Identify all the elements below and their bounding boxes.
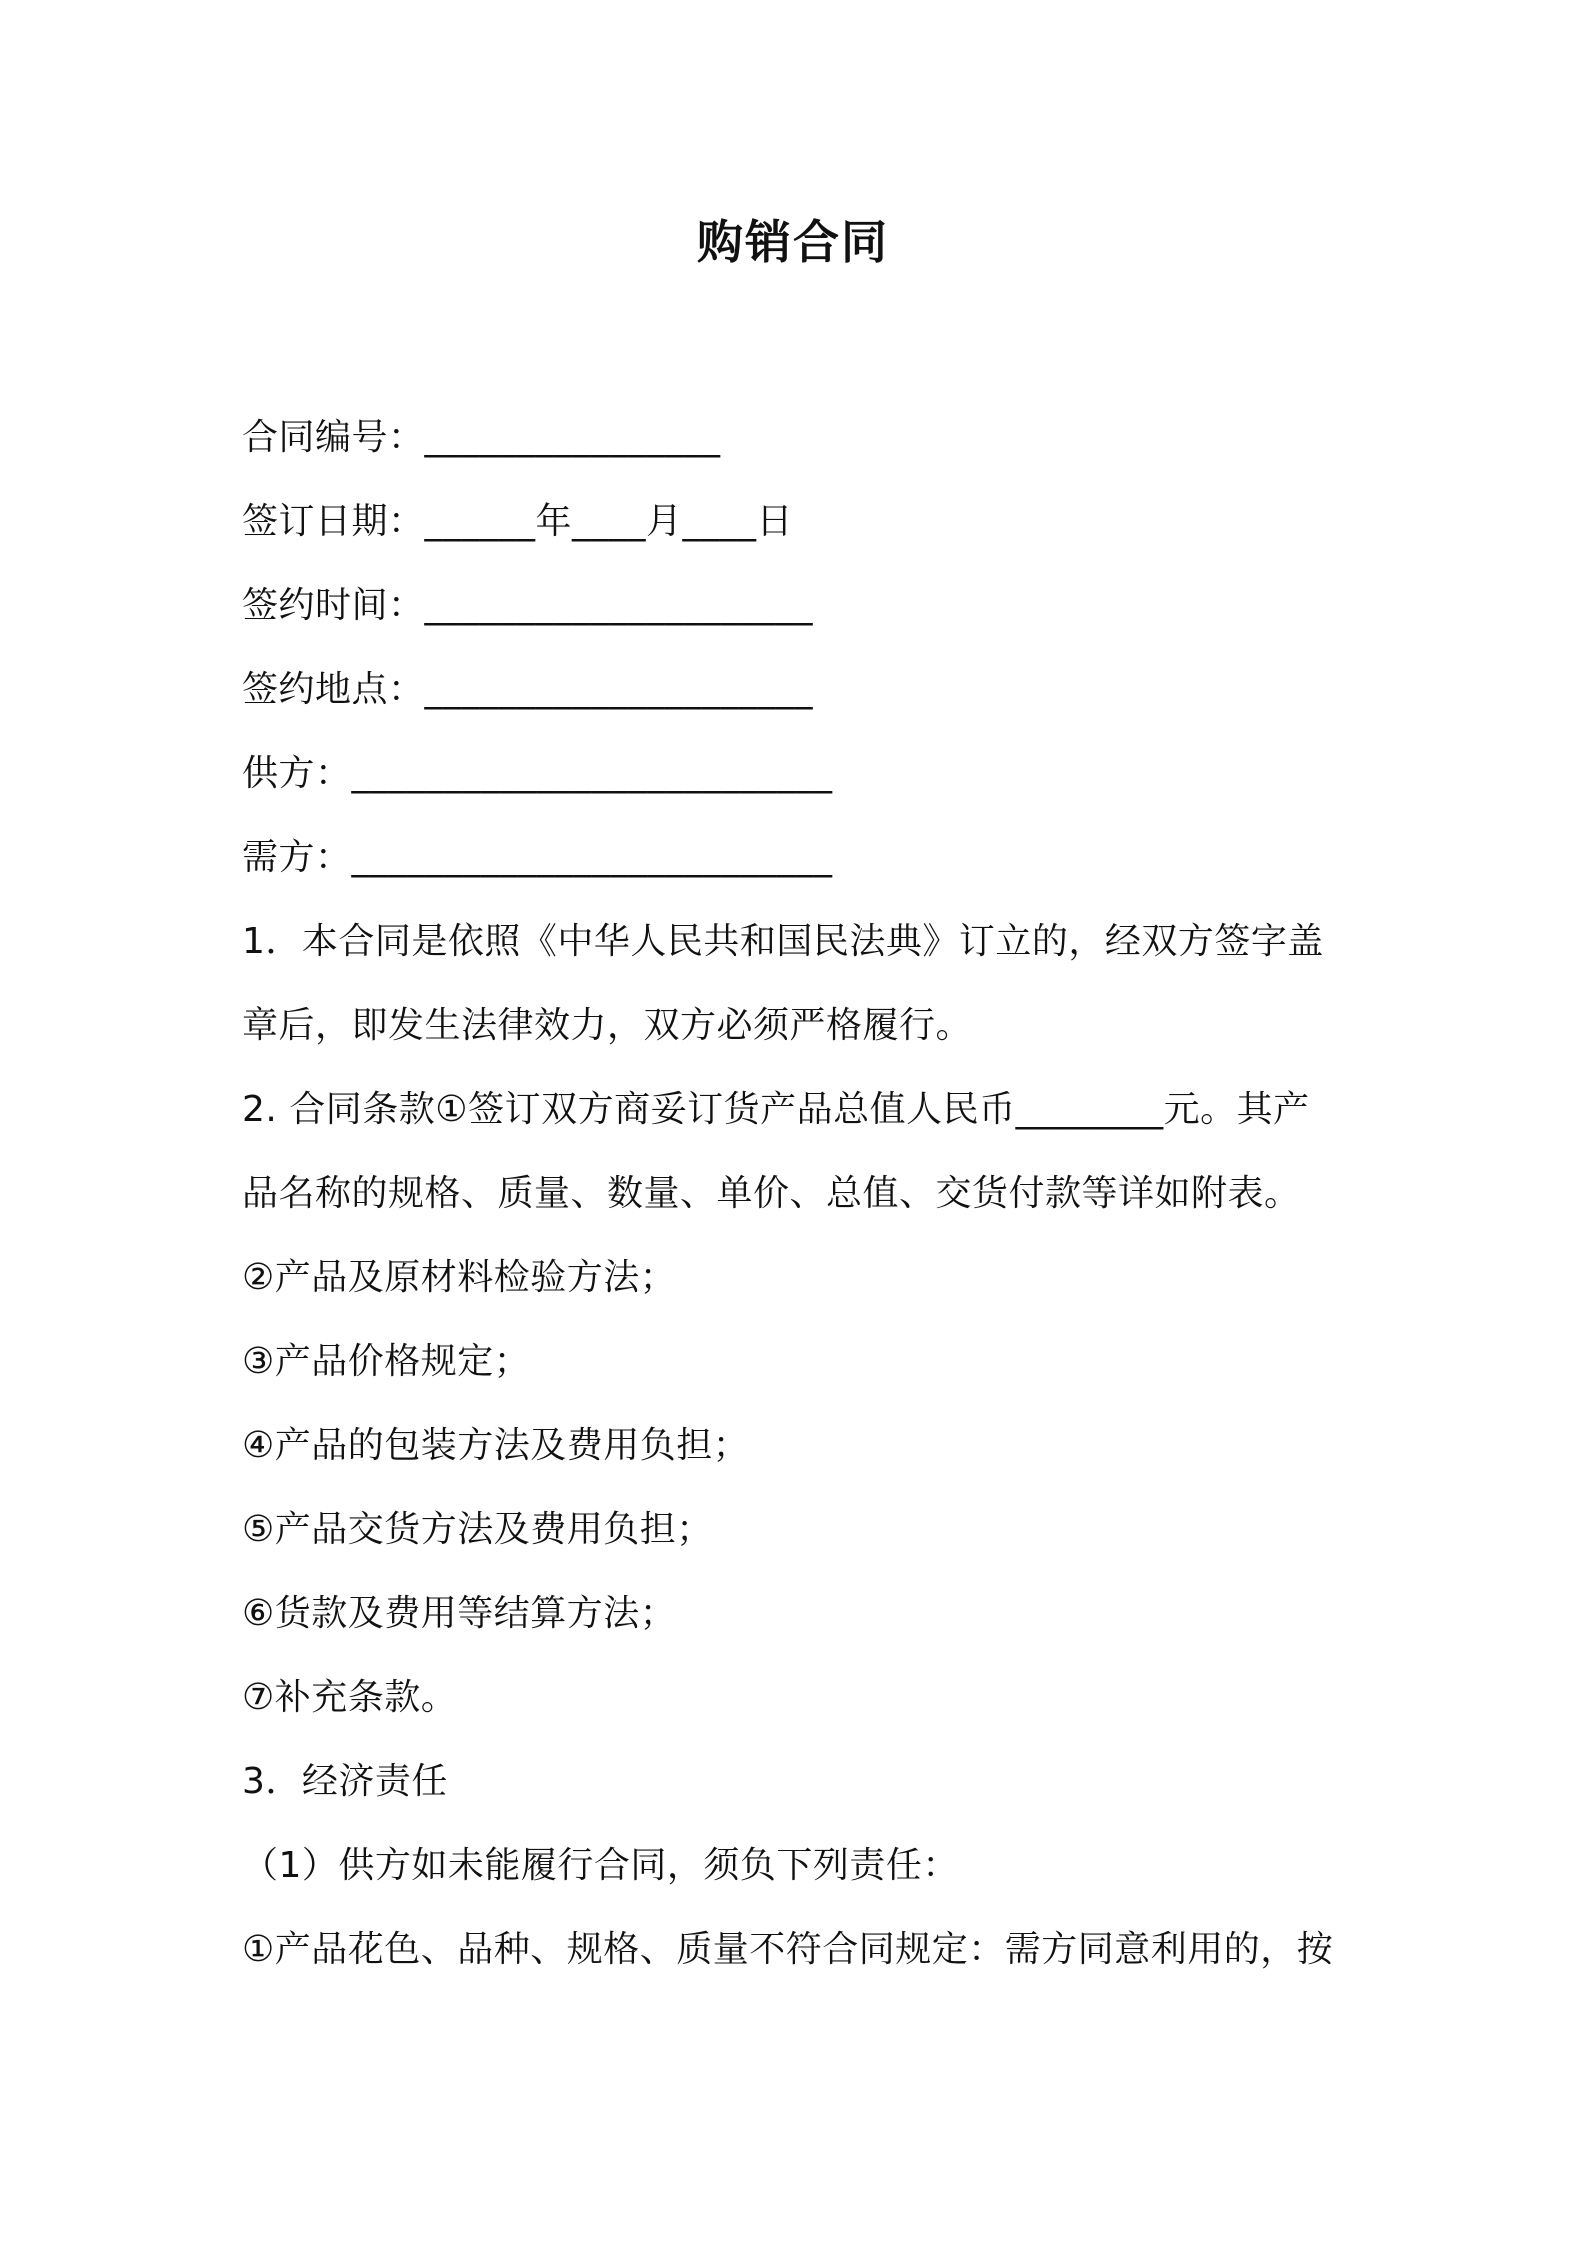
clause-2-item-2: ②产品及原材料检验方法；	[242, 1257, 677, 1298]
clause-1-line-1: 1．本合同是依照《中华人民共和国民法典》订立的，经双方签字盖	[242, 921, 1324, 962]
document-title: 购销合同	[697, 215, 889, 269]
clause-2-item-3: ③产品价格规定；	[242, 1341, 531, 1382]
clause-2-item-7: ⑦补充条款。	[242, 1677, 458, 1718]
clause-3-item-1: ①产品花色、品种、规格、质量不符合同规定：需方同意利用的，按	[242, 1929, 1334, 1970]
clause-1-line-2: 章后，即发生法律效力，双方必须严格履行。	[242, 1005, 973, 1046]
field-sign-time: 签约时间：_____________________	[242, 585, 814, 626]
field-sign-date: 签订日期：______年____月____日	[242, 501, 794, 542]
clause-3-subsection-1: （1）供方如未能履行合同，须负下列责任：	[242, 1845, 959, 1886]
field-sign-place: 签约地点：_____________________	[242, 669, 814, 710]
clause-2-item-6: ⑥货款及费用等结算方法；	[242, 1593, 677, 1634]
clause-2-item-4: ④产品的包装方法及费用负担；	[242, 1425, 750, 1466]
clause-2-line-2: 品名称的规格、质量、数量、单价、总值、交货付款等详如附表。	[242, 1173, 1301, 1214]
field-buyer: 需方：__________________________	[242, 837, 833, 878]
clause-3-heading: 3．经济责任	[242, 1761, 448, 1802]
clause-2-item-5: ⑤产品交货方法及费用负担；	[242, 1509, 713, 1550]
clause-2-line-1: 2. 合同条款①签订双方商妥订货产品总值人民币________元。其产	[242, 1089, 1310, 1130]
field-supplier: 供方：__________________________	[242, 753, 833, 794]
field-contract-number: 合同编号：________________	[242, 417, 721, 458]
